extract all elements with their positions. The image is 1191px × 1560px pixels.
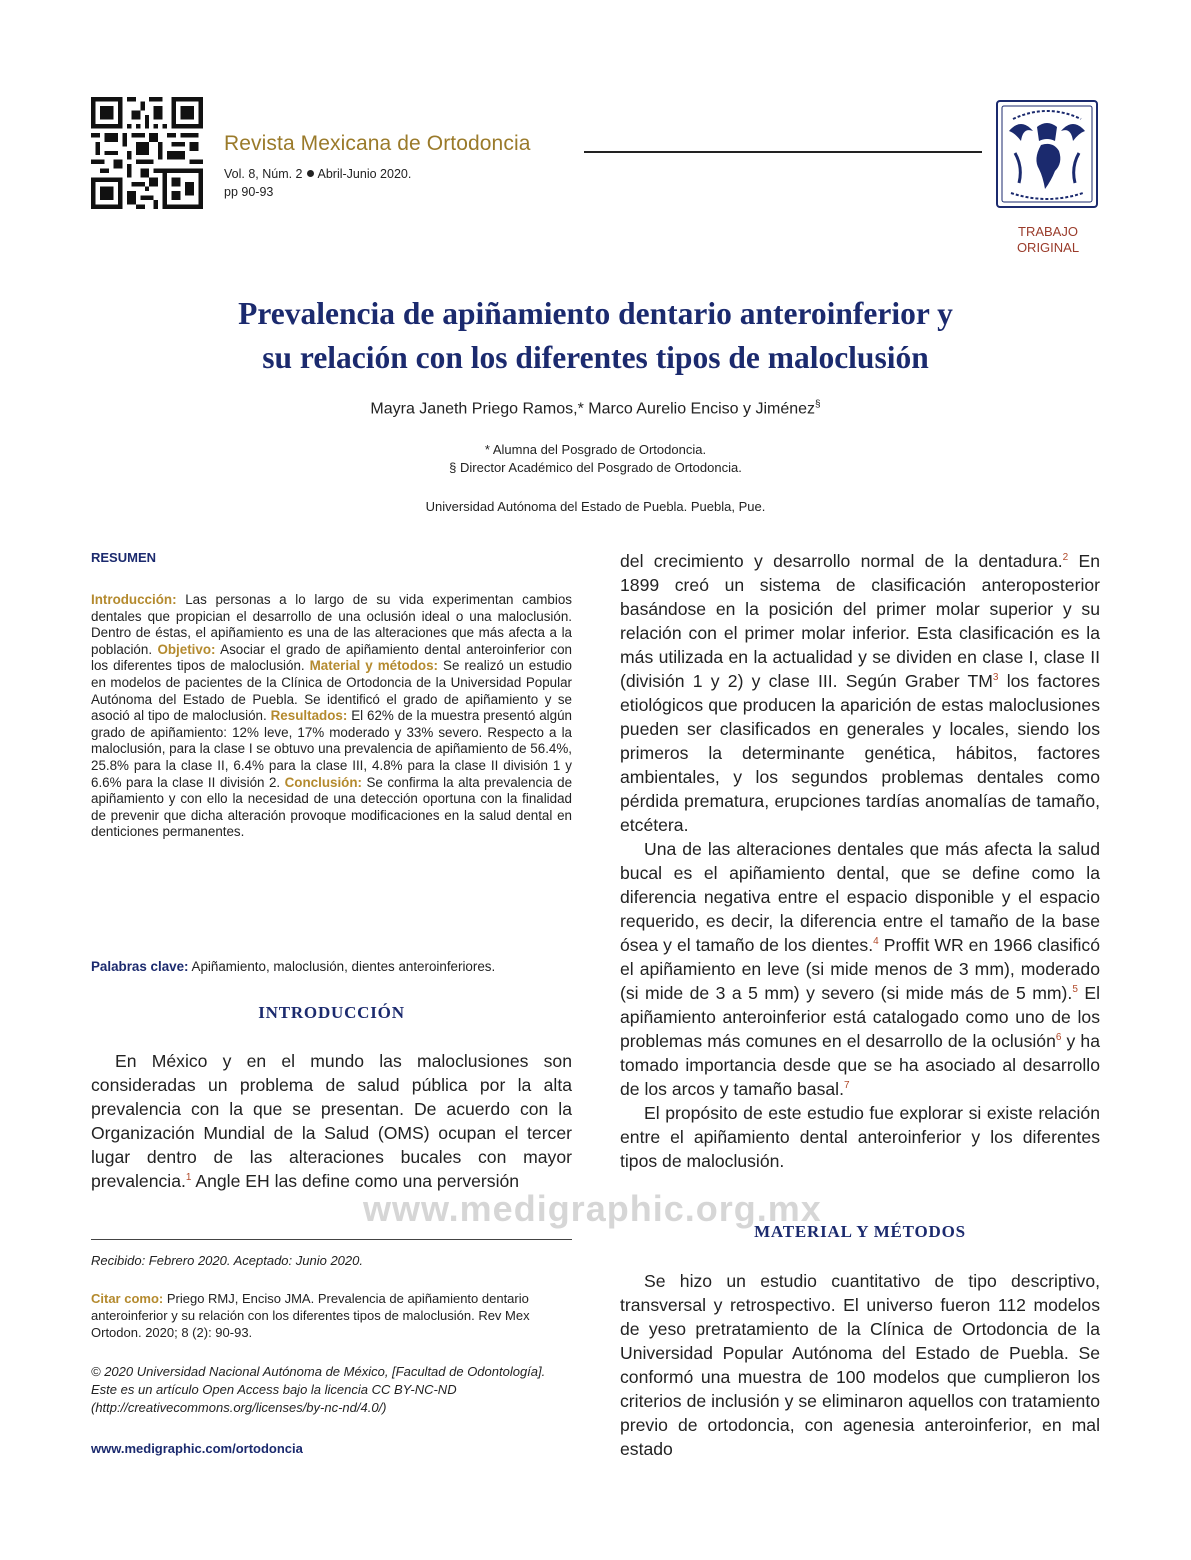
abstract-segment: Se realizó un estudio en modelos de pacientes de la Clínica de Ortodoncia de la Universidad Popular Autónoma del Estado de Puebla. Se identificó el grado de apiñamiento y se asoció al tipo de maloclusión. <box>91 658 572 724</box>
university-seal-icon <box>993 97 1101 211</box>
introduction-heading: INTRODUCCIÓN <box>258 1003 405 1022</box>
author-list <box>100 399 1091 418</box>
citation-text: Priego RMJ, Enciso JMA. Prevalencia de apiñamiento dentario anteroinferior y su relación con los diferentes tipos de maloclusión. Rev Mex Ortodon. 2020; 8 (2): 90-93. <box>91 1291 530 1340</box>
methods-heading: MATERIAL Y MÉTODOS <box>754 1222 966 1241</box>
paragraph-text: En México y en el mundo las maloclusiones son consideradas un problema de salud pública por la alta prevalencia con la que se presentan. De acuerdo con la Organización Mundial de la Salud (OMS) ocupan el tercer lugar dentro de las alteraciones bucales con mayor prevalencia. <box>91 1051 572 1191</box>
abstract-label: Resultados: <box>270 708 348 724</box>
reference-mark: 5 <box>1072 984 1078 996</box>
introduction-body <box>91 1049 572 1193</box>
paragraph-text: y ha tomado importancia desde que se ha asociado al desarrollo de los arcos y tamaño basal. <box>620 1031 1100 1099</box>
reference-mark: 3 <box>992 672 999 684</box>
reference-mark: 7 <box>843 1080 850 1092</box>
keywords <box>91 959 572 974</box>
affiliation: * Alumna del Posgrado de Ortodoncia. <box>484 442 707 457</box>
abstract-label: Material y métodos: <box>309 658 438 674</box>
journal-name: Revista Mexicana de Ortodoncia <box>224 132 531 155</box>
page-range: pp 90-93 <box>224 185 274 199</box>
abstract-segment: Asociar el grado de apiñamiento dental anteroinferior con los diferentes tipos de maloclusión. <box>91 641 572 674</box>
institution: Universidad Autónoma del Estado de Puebla. Puebla, Pue. <box>425 499 766 514</box>
title-line-1: Prevalencia de apiñamiento dentario anteroinferior y <box>238 296 953 331</box>
paragraph-text: los factores etiológicos que producen la aparición de estas maloclusiones pueden ser clasificados en generales y locales, siendo los primeros la determinante genética, hábitos, factores ambientales, y los segundos problemas dentales como pérdida prematura, erupciones tardías anomalías de tamaño, etcétera. <box>620 671 1100 835</box>
abstract-label: Objetivo: <box>157 641 216 657</box>
article-type-label: TRABAJO ORIGINAL <box>1016 224 1080 255</box>
author-name: Mayra Janeth Priego Ramos, <box>370 400 578 418</box>
abstract-segment: Las personas a lo largo de su vida experimentan cambios dentales que propician el desarrollo de una oclusión ideal o una maloclusión. Dentro de éstas, el apiñamiento es una de las alteraciones que más afecta a la población. <box>91 592 572 657</box>
reference-mark: 6 <box>1055 1032 1062 1044</box>
footnote-rule <box>91 1239 572 1240</box>
paragraph <box>620 1269 1100 1461</box>
bullet-icon <box>307 170 314 177</box>
qr-code-icon <box>91 97 203 209</box>
reference-mark: 2 <box>1062 552 1069 564</box>
author-mark: § <box>815 399 821 410</box>
paragraph-text: Angle EH las define como una perversión <box>191 1171 520 1191</box>
citation <box>91 1290 572 1341</box>
author-name: Marco Aurelio Enciso y Jiménez <box>583 400 816 418</box>
paragraph-text: Se hizo un estudio cuantitativo de tipo descriptivo, transversal y retrospectivo. El universo fueron 112 modelos de yeso pretratamiento de la Clínica de Ortodoncia de la Universidad Popular Autónoma del Estado de Puebla. Se conformó una muestra de 100 modelos que cumplieron los criterios de inclusión y se eliminaron aquellos con tratamiento previo de ortodoncia, con agenesia anteroinferior, en mal estado <box>620 1271 1100 1459</box>
paragraph <box>91 1049 572 1193</box>
watermark: www.medigraphic.org.mx <box>363 1188 822 1229</box>
reference-mark: 4 <box>873 936 879 948</box>
journal-url-link[interactable]: www.medigraphic.com/ortodoncia <box>91 1441 303 1456</box>
article-title <box>100 292 1091 380</box>
abstract-segment: El 62% de la muestra presentó algún grado de apiñamiento: 12% leve, 17% moderado y 33% severo. Respecto a la maloclusión, para la clase I se obtuvo una prevalencia de apiñamiento de 56.4%, 25.8% para la clase II, 6.4% para la clase III, 4.8% para la clase II división 1 y 6.6% para la clase II división 2. <box>91 708 572 790</box>
abstract-text <box>91 592 572 841</box>
keywords-label: Palabras clave: <box>91 959 189 974</box>
abstract-label: Conclusión: <box>284 774 363 790</box>
abstract-label: Introducción: <box>91 592 177 607</box>
paragraph <box>620 549 1100 837</box>
issue-date: Abril-Junio 2020. <box>317 167 412 181</box>
volume-line <box>224 167 411 181</box>
author-mark: * <box>577 400 584 418</box>
affiliation: § Director Académico del Posgrado de Ortodoncia. <box>449 460 742 475</box>
header-rule <box>584 151 982 153</box>
right-column-body <box>620 549 1100 1173</box>
title-line-2: su relación con los diferentes tipos de maloclusión <box>262 340 929 375</box>
reference-mark: 1 <box>185 1172 192 1184</box>
citation-label: Citar como: <box>91 1291 164 1306</box>
keywords-text: Apiñamiento, maloclusión, dientes anteroinferiores. <box>188 959 496 974</box>
paragraph-text: El apiñamiento anteroinferior está catalogado como uno de los problemas más comunes en el desarrollo de la oclusión <box>620 983 1100 1051</box>
received-date: Recibido: Febrero 2020. Aceptado: Junio 2020. <box>91 1253 363 1268</box>
paragraph-text: El propósito de este estudio fue explorar si existe relación entre el apiñamiento dental anteroinferior y los diferentes tipos de maloclusión. <box>620 1103 1100 1171</box>
paragraph <box>620 1101 1100 1173</box>
volume: Vol. 8, Núm. 2 <box>224 167 303 181</box>
paragraph-text: del crecimiento y desarrollo normal de la dentadura. <box>620 551 1063 571</box>
license-notice: © 2020 Universidad Nacional Autónoma de México, [Facultad de Odontología]. Este es un artículo Open Access bajo la licencia CC BY-NC-ND (http://creativecommons.org/licenses/by-nc-nd/4.0/) <box>91 1364 546 1415</box>
paragraph-text: Una de las alteraciones dentales que más afecta la salud bucal es el apiñamiento dental, que se define como la diferencia negativa entre el espacio disponible y el espacio requerido, es decir, la diferencia entre el tamaño de la base ósea y el tamaño de los dientes. <box>620 839 1100 955</box>
abstract-heading: RESUMEN <box>91 550 157 565</box>
paragraph <box>620 837 1100 1101</box>
paragraph-text: Proffit WR en 1966 clasificó el apiñamiento en leve (si mide menos de 3 mm), moderado (si mide de 3 a 5 mm) y severo (si mide más de 5 mm). <box>620 935 1101 1003</box>
methods-body <box>620 1269 1100 1461</box>
paragraph-text: En 1899 creó un sistema de clasificación anteroposterior basándose en la posición del primer molar superior y su relación con el primer molar inferior. Esta clasificación es la más utilizada en la actualidad y se dividen en clase I, clase II (división 1 y 2) y clase III. Según Graber TM <box>620 551 1100 691</box>
abstract-segment: Se confirma la alta prevalencia de apiñamiento y con ello la necesidad de una detección oportuna con la finalidad de prevenir que dicha alteración provoque modificaciones en la salud dental en denticiones permanentes. <box>91 774 573 840</box>
